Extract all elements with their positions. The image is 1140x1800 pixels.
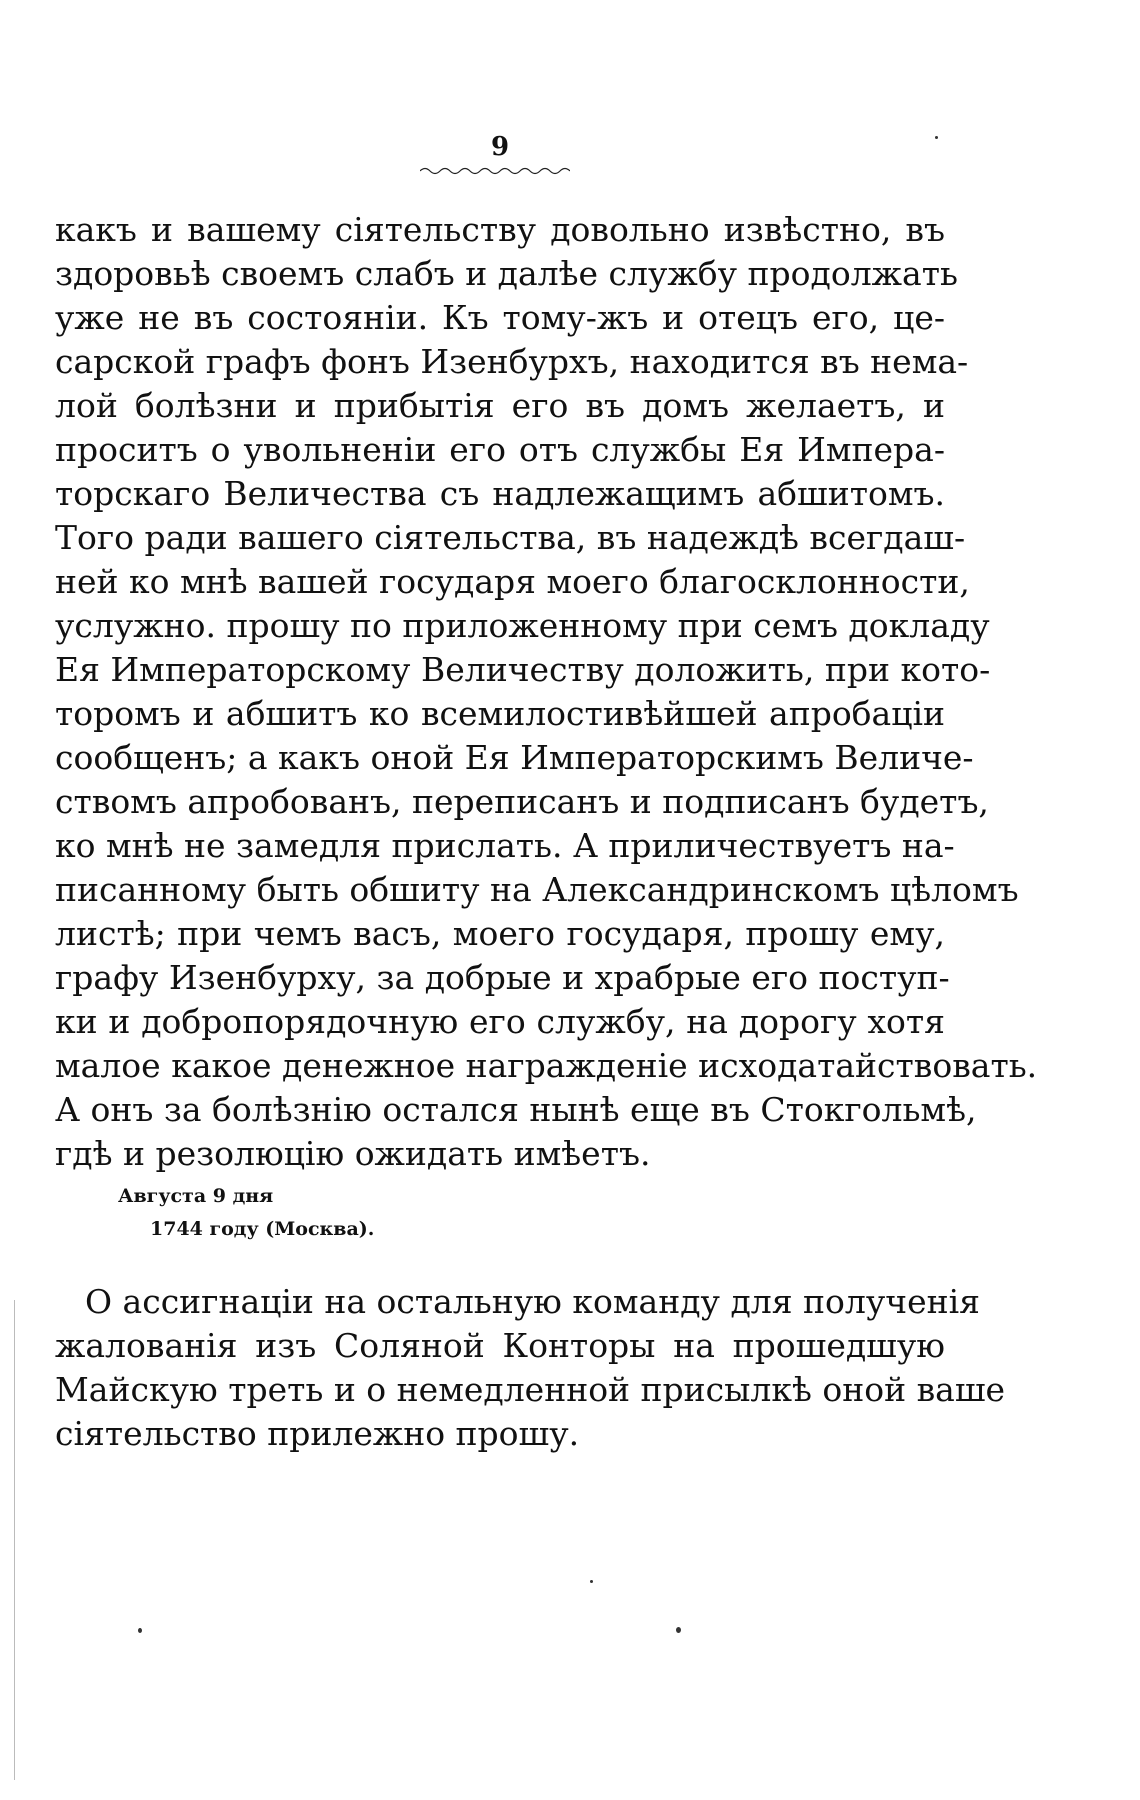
page-edge-shadow bbox=[14, 1300, 15, 1780]
note-line: Майскую треть и о немедленной присылкѣ оной ваше bbox=[55, 1370, 1006, 1409]
letter-line: ствомъ апробованъ, переписанъ и подписанъ будетъ, bbox=[55, 782, 989, 821]
letter-line: проситъ о увольненіи его отъ службы Ея Импера- bbox=[55, 430, 945, 469]
letter-body bbox=[55, 208, 1038, 1176]
letter-line: А онъ за болѣзнію остался нынѣ еще въ Стокгольмѣ, bbox=[55, 1090, 977, 1129]
letter-line: уже не въ состояніи. Къ тому-жъ и отецъ его, це- bbox=[55, 298, 945, 337]
scan-speck bbox=[138, 1628, 142, 1633]
letter-line: графу Изенбурху, за добрые и храбрые его поступ- bbox=[55, 958, 950, 997]
note-body bbox=[55, 1280, 1006, 1456]
note-line: жалованія изъ Соляной Конторы на прошедшую bbox=[55, 1326, 945, 1365]
scan-speck bbox=[590, 1580, 593, 1583]
letter-line: лой болѣзни и прибытія его въ домъ желаетъ, и bbox=[55, 386, 945, 425]
letter-line: ней ко мнѣ вашей государя моего благосклонности, bbox=[55, 562, 970, 601]
letter-line: какъ и вашему сіятельству довольно извѣстно, въ bbox=[55, 210, 945, 249]
date-line-year: 1744 году (Москва). bbox=[150, 1218, 375, 1240]
letter-line: гдѣ и резолюцію ожидать имѣетъ. bbox=[55, 1134, 651, 1173]
letter-line: сарской графъ фонъ Изенбурхъ, находится въ нема- bbox=[55, 342, 969, 381]
letter-line: торскаго Величества съ надлежащимъ абшитомъ. bbox=[55, 474, 945, 513]
letter-line: Того ради вашего сіятельства, въ надеждѣ всегдаш- bbox=[55, 518, 966, 557]
scan-speck bbox=[935, 136, 938, 139]
letter-line: услужно. прошу по приложенному при семъ докладу bbox=[55, 606, 990, 645]
letter-line: сообщенъ; а какъ оной Ея Императорскимъ Величе- bbox=[55, 738, 974, 777]
letter-line: ко мнѣ не замедля прислать. А приличествуетъ на- bbox=[55, 826, 955, 865]
letter-line: листѣ; при чемъ васъ, моего государя, прошу ему, bbox=[55, 914, 945, 953]
note-line: О ассигнаціи на остальную команду для полученія bbox=[85, 1282, 980, 1321]
wavy-ornament-icon bbox=[420, 166, 570, 176]
date-line-day: Августа 9 дня bbox=[118, 1185, 274, 1207]
page-number: 9 bbox=[490, 132, 510, 162]
letter-line: здоровьѣ своемъ слабъ и далѣе службу продолжать bbox=[55, 254, 958, 293]
letter-line: торомъ и абшитъ ко всемилостивѣйшей апробаціи bbox=[55, 694, 945, 733]
letter-line: писанному быть обшиту на Александринскомъ цѣломъ bbox=[55, 870, 1019, 909]
letter-line: малое какое денежное награжденіе исходатайствовать. bbox=[55, 1046, 1038, 1085]
letter-line: ки и добропорядочную его службу, на дорогу хотя bbox=[55, 1002, 945, 1041]
letter-line: Ея Императорскому Величеству доложить, при кото- bbox=[55, 650, 991, 689]
note-line: сіятельство прилежно прошу. bbox=[55, 1414, 580, 1453]
scan-speck bbox=[676, 1627, 681, 1633]
